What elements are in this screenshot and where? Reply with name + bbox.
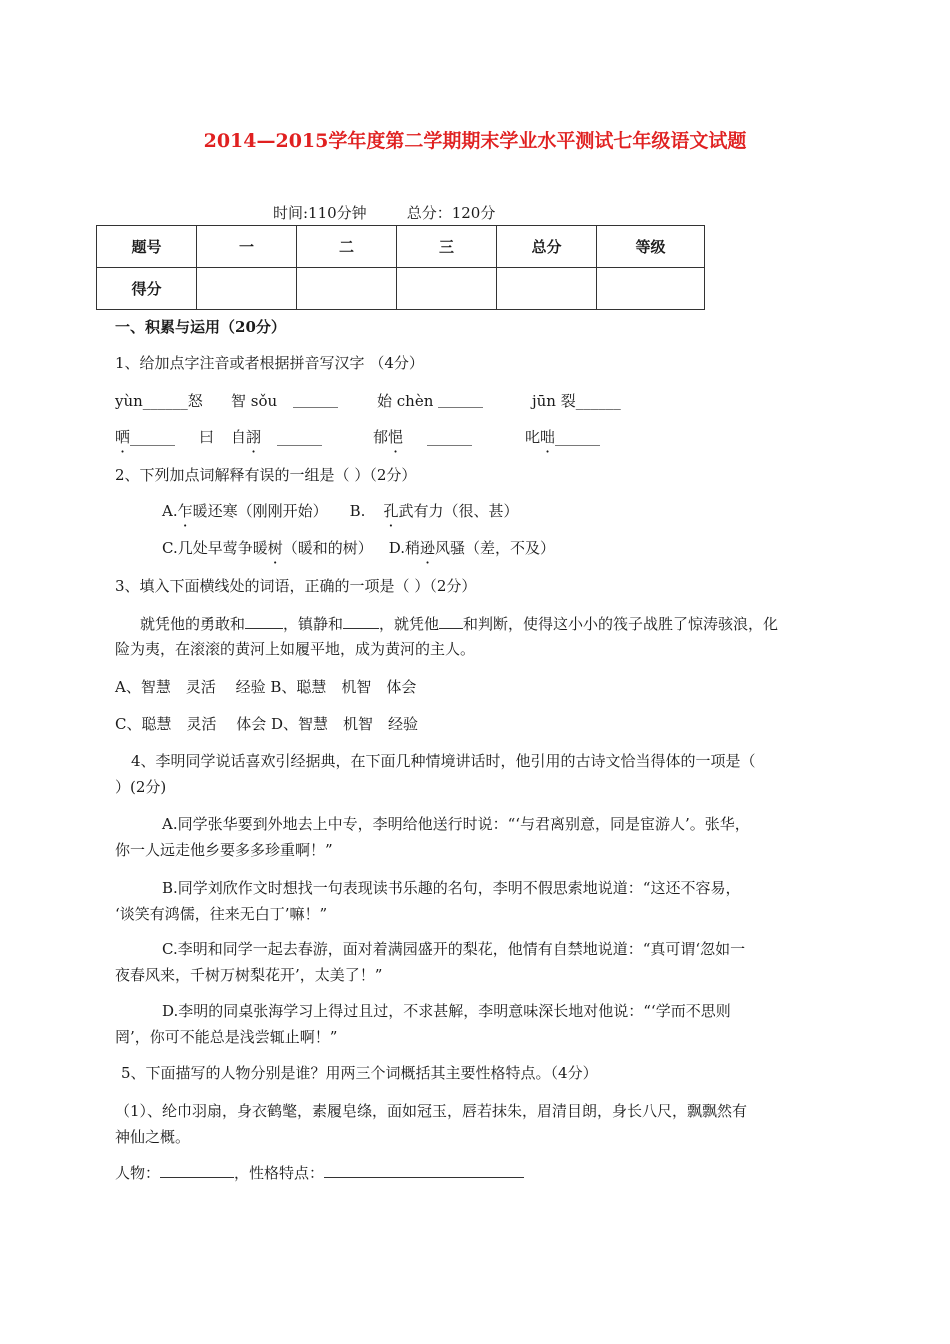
option-b-text: 武有力（很、甚） <box>398 502 519 520</box>
dotted-char: 孔 <box>383 502 399 520</box>
q1-item-c: 始 chèn <box>377 392 434 410</box>
q4-option-c-line-2: 夜春风来，千树万树梨花开’，太美了！” <box>115 966 383 984</box>
time-limit: 时间:110分钟 <box>273 204 367 222</box>
option-d-text: 风骚（差，不及） <box>435 539 556 557</box>
question-4: 4、李明同学说话喜欢引经据典，在下面几种情境讲话时，他引用的古诗文恰当得体的一项是（ <box>131 752 756 770</box>
dotted-char: 詡 <box>246 428 262 446</box>
person-label: 人物： <box>115 1164 161 1182</box>
score-cell-grade <box>597 268 705 310</box>
exam-meta <box>273 202 495 223</box>
fill-blank <box>439 614 463 629</box>
option-d-label: D.稍 <box>388 539 421 557</box>
passage-text: ，镇静和 <box>283 615 344 633</box>
question-3: 3、填入下面横线处的词语，正确的一项是（ ）（2分） <box>115 577 477 595</box>
q4-option-a-line-2: 你一人远走他乡要多多珍重啊！” <box>115 841 333 859</box>
option-a-text: 暖还寒（刚刚开始） <box>192 502 328 520</box>
blank: ______ <box>130 428 176 446</box>
option-b-label: B. <box>349 502 366 520</box>
blank: ______ <box>277 428 323 446</box>
q4-option-b-line-2: ‘谈笑有鸿儒，往来无白丁’嘛！” <box>115 905 328 923</box>
q2-options-cd <box>162 537 555 558</box>
q3-passage-line-1 <box>140 613 778 634</box>
q5-passage-line-2: 神仙之概。 <box>115 1128 191 1146</box>
score-cell-2 <box>297 268 397 310</box>
dotted-char: 咄 <box>540 428 556 446</box>
char: 叱 <box>525 428 541 446</box>
dotted-char: 乍 <box>177 502 193 520</box>
header-cell-label: 题号 <box>97 226 197 268</box>
trait-label: ，性格特点： <box>234 1164 325 1182</box>
q1-item-a: yùn______怒 <box>115 392 203 410</box>
q3-options-cd: C、聪慧 灵活 体会 D、智慧 机智 经验 <box>115 715 419 733</box>
header-cell-3: 三 <box>397 226 497 268</box>
blank: ______ <box>555 428 601 446</box>
q1-item-h <box>373 426 472 447</box>
q4-option-c-line-1: C.李明和同学一起去春游，面对着满园盛开的梨花，他情有自禁地说道：“真可谓‘忽如一 <box>162 940 746 958</box>
score-table-score-row <box>97 268 705 310</box>
q5-answer-line <box>115 1162 524 1183</box>
passage-text: 和判断，使得这小小的筏子战胜了惊涛骇浪，化 <box>463 615 779 633</box>
q5-passage-line-1: （1）、纶巾羽扇，身衣鹤氅，素履皂绦，面如冠玉，唇若抹朱，眉清目朗，身长八尺，飘飘然有 <box>115 1102 748 1120</box>
q4-option-d-line-1: D.李明的同桌张海学习上得过且过，不求甚解，李明意味深长地对他说：“‘学而不思则 <box>162 1002 731 1020</box>
score-table <box>96 225 705 310</box>
q1-item-d: jūn 裂______ <box>532 392 621 410</box>
char: 郁 <box>373 428 389 446</box>
blank: ______ <box>427 428 473 446</box>
q1-item-e <box>115 426 175 447</box>
q1-item-i <box>525 426 600 447</box>
passage-text: ，就凭他 <box>379 615 440 633</box>
score-table-header-row <box>97 226 705 268</box>
q3-options-ab: A、智慧 灵活 经验 B、聪慧 机智 体会 <box>115 678 417 696</box>
question-5: 5、下面描写的人物分别是谁？用两三个词概括其主要性格特点。（4分） <box>121 1064 598 1082</box>
score-row-label: 得分 <box>97 268 197 310</box>
option-a-label: A. <box>162 502 178 520</box>
q2-options-ab <box>162 500 518 521</box>
question-2: 2、下列加点词解释有误的一组是（ ）（2分） <box>115 466 417 484</box>
q1-item-c-blank: ______ <box>438 390 483 408</box>
exam-title: 2014—2015学年度第二学期期末学业水平测试七年级语文试题 <box>203 130 747 152</box>
q4-option-a-line-1: A.同学张华要到外地去上中专，李明给他送行时说：“‘与君离别意，同是宦游人’。张华， <box>162 815 750 833</box>
q3-passage-line-2: 险为夷，在滚滚的黄河上如履平地，成为黄河的主人。 <box>115 640 476 658</box>
q1-item-b-blank: ______ <box>293 390 338 408</box>
section-1-heading: 一、积累与运用（20分） <box>115 318 286 336</box>
person-blank[interactable] <box>160 1163 234 1178</box>
fill-blank <box>343 614 379 629</box>
score-cell-total <box>497 268 597 310</box>
question-1: 1、给加点字注音或者根据拼音写汉字 （4分） <box>115 354 424 372</box>
score-cell-3 <box>397 268 497 310</box>
dotted-char: 悒 <box>388 428 404 446</box>
char: 自 <box>231 428 247 446</box>
header-cell-2: 二 <box>297 226 397 268</box>
q4-option-d-line-2: 罔’，你可不能总是浅尝辄止啊！” <box>115 1028 338 1046</box>
header-cell-grade: 等级 <box>597 226 705 268</box>
score-cell-1 <box>197 268 297 310</box>
option-c-label: C.几处早莺争暖 <box>162 539 268 557</box>
header-cell-1: 一 <box>197 226 297 268</box>
question-4-cont: ）(2分) <box>115 778 167 796</box>
dotted-char: 逊 <box>420 539 436 557</box>
dotted-char: 树 <box>267 539 283 557</box>
fill-blank <box>245 614 283 629</box>
option-c-text: （暖和的树） <box>282 539 373 557</box>
q1-item-g <box>231 426 322 447</box>
trait-blank[interactable] <box>324 1163 524 1178</box>
q4-option-b-line-1: B.同学刘欣作文时想找一句表现读书乐趣的名句，李明不假思索地说道：“这还不容易， <box>162 879 741 897</box>
passage-text: 就凭他的勇敢和 <box>140 615 246 633</box>
q1-item-b: 智 sǒu <box>231 392 278 410</box>
header-cell-total: 总分 <box>497 226 597 268</box>
dotted-char: 哂 <box>115 428 131 446</box>
total-score: 总分：120分 <box>406 204 496 222</box>
q1-item-f: 曰 <box>199 428 215 446</box>
